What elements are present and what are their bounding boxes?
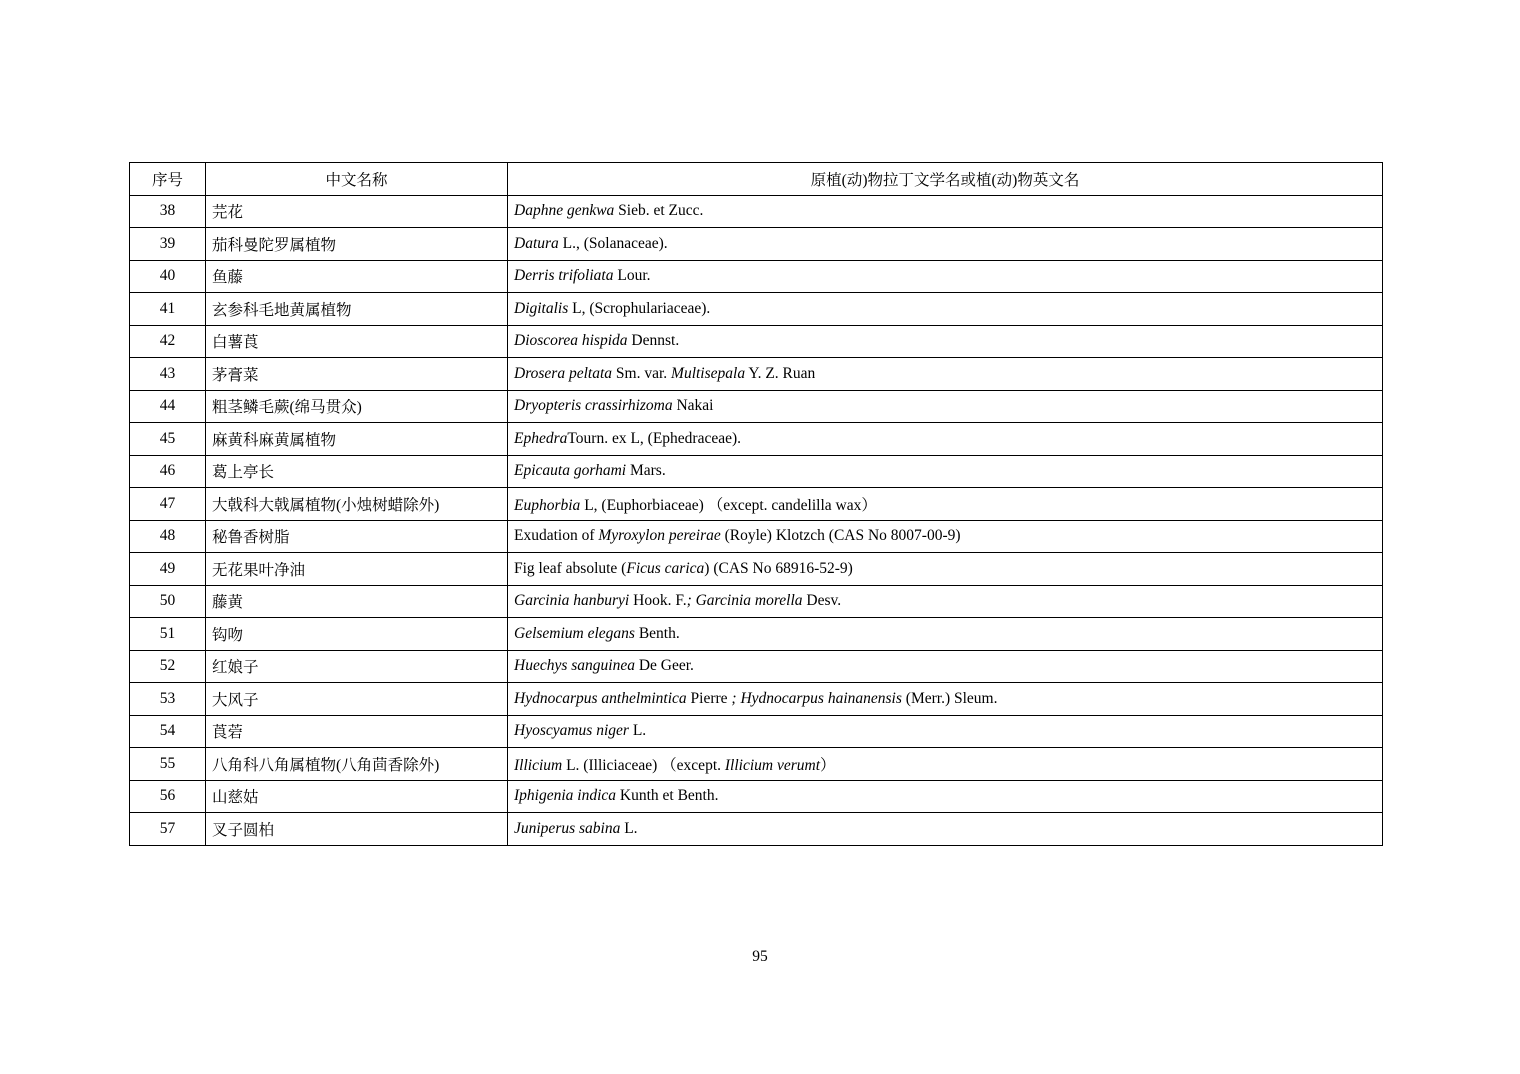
- latin-name-text: Hook. F.: [629, 592, 687, 610]
- chinese-name-cell: 茄科曼陀罗属植物: [206, 228, 508, 261]
- latin-name-cell: [508, 618, 1383, 651]
- latin-name-text: Exudation of: [514, 527, 599, 545]
- latin-name-text: L.: [628, 722, 647, 740]
- table-row: [130, 358, 1383, 391]
- chinese-name-cell: 大风子: [206, 683, 508, 716]
- table-body: [130, 195, 1383, 845]
- serial-number-cell: 53: [130, 683, 206, 716]
- table-row: [130, 683, 1383, 716]
- latin-name-text: Mars.: [626, 462, 666, 480]
- latin-name-cell: [508, 423, 1383, 456]
- latin-name-text: Y. Z. Ruan: [745, 364, 816, 382]
- chinese-name-cell: 红娘子: [206, 650, 508, 683]
- latin-name-text: Desv.: [802, 592, 842, 610]
- serial-number-cell: 38: [130, 195, 206, 228]
- latin-name-italic: Digitalis: [514, 299, 569, 317]
- latin-name-cell: [508, 813, 1383, 846]
- latin-name-text: L, (Scrophulariaceae).: [568, 299, 711, 317]
- latin-name-cell: [508, 683, 1383, 716]
- serial-number-cell: 41: [130, 293, 206, 326]
- chinese-name-cell: 粗茎鳞毛蕨(绵马贯众): [206, 390, 508, 423]
- serial-number-cell: 47: [130, 488, 206, 521]
- chinese-name-cell: 无花果叶净油: [206, 553, 508, 586]
- header-latin-name: 原植(动)物拉丁文学名或植(动)物英文名: [508, 163, 1383, 196]
- latin-name-italic: Derris trifoliata: [514, 267, 614, 285]
- chinese-name-cell: 藤黄: [206, 585, 508, 618]
- chinese-name-cell: 白薯莨: [206, 325, 508, 358]
- header-chinese-name: 中文名称: [206, 163, 508, 196]
- page-number: 95: [752, 948, 768, 965]
- latin-name-text: ) (CAS No 68916-52-9): [704, 559, 853, 577]
- ingredient-table: [129, 162, 1383, 846]
- latin-name-cell: [508, 715, 1383, 748]
- serial-number-cell: 42: [130, 325, 206, 358]
- latin-name-text: L, (Euphorbiaceae) （except. candelilla wax）: [580, 496, 877, 514]
- table-row: [130, 260, 1383, 293]
- latin-name-cell: [508, 390, 1383, 423]
- chinese-name-cell: 玄参科毛地黄属植物: [206, 293, 508, 326]
- latin-name-italic: Euphorbia: [514, 496, 581, 514]
- table-row: [130, 748, 1383, 781]
- latin-name-text: Pierre: [686, 689, 732, 707]
- chinese-name-cell: 芫花: [206, 195, 508, 228]
- table-row: [130, 650, 1383, 683]
- chinese-name-cell: 八角科八角属植物(八角茴香除外): [206, 748, 508, 781]
- latin-name-italic: Drosera peltata: [514, 364, 613, 382]
- chinese-name-cell: 秘鲁香树脂: [206, 520, 508, 553]
- chinese-name-cell: 钩吻: [206, 618, 508, 651]
- latin-name-text: Fig leaf absolute (: [514, 559, 627, 577]
- chinese-name-cell: 鱼藤: [206, 260, 508, 293]
- table-row: [130, 585, 1383, 618]
- table-row: [130, 520, 1383, 553]
- chinese-name-cell: 麻黄科麻黄属植物: [206, 423, 508, 456]
- latin-name-cell: [508, 325, 1383, 358]
- chinese-name-cell: 叉子圆柏: [206, 813, 508, 846]
- latin-name-italic: Ephedra: [514, 429, 568, 447]
- serial-number-cell: 40: [130, 260, 206, 293]
- latin-name-italic: Multisepala: [671, 364, 746, 382]
- serial-number-cell: 55: [130, 748, 206, 781]
- table-header-row: [130, 163, 1383, 196]
- serial-number-cell: 56: [130, 780, 206, 813]
- latin-name-text: L., (Solanaceae).: [558, 234, 668, 252]
- latin-name-italic: Ficus carica: [626, 559, 705, 577]
- table-row: [130, 195, 1383, 228]
- latin-name-italic: Dioscorea hispida: [514, 332, 628, 350]
- latin-name-cell: [508, 358, 1383, 391]
- latin-name-cell: [508, 520, 1383, 553]
- latin-name-text: Benth.: [634, 624, 680, 642]
- latin-name-cell: [508, 228, 1383, 261]
- latin-name-text: Lour.: [613, 267, 651, 285]
- table-row: [130, 455, 1383, 488]
- serial-number-cell: 48: [130, 520, 206, 553]
- latin-name-cell: [508, 260, 1383, 293]
- latin-name-italic: Myroxylon pereirae: [598, 527, 721, 545]
- serial-number-cell: 46: [130, 455, 206, 488]
- chinese-name-cell: 莨菪: [206, 715, 508, 748]
- latin-name-text: L.: [620, 819, 638, 837]
- chinese-name-cell: 葛上亭长: [206, 455, 508, 488]
- latin-name-italic: Hyoscyamus niger: [514, 722, 629, 740]
- latin-name-italic: Dryopteris crassirhizoma: [514, 397, 673, 415]
- latin-name-text: Dennst.: [627, 332, 680, 350]
- latin-name-italic: Illicium verumt: [724, 756, 821, 774]
- chinese-name-cell: 大戟科大戟属植物(小烛树蜡除外): [206, 488, 508, 521]
- chinese-name-cell: 山慈姑: [206, 780, 508, 813]
- latin-name-text: De Geer.: [634, 657, 694, 675]
- serial-number-cell: 52: [130, 650, 206, 683]
- latin-name-cell: [508, 488, 1383, 521]
- table-row: [130, 293, 1383, 326]
- table-row: [130, 228, 1383, 261]
- latin-name-italic: Hydnocarpus anthelmintica: [514, 689, 687, 707]
- latin-name-cell: [508, 455, 1383, 488]
- serial-number-cell: 43: [130, 358, 206, 391]
- latin-name-italic: Datura: [514, 234, 559, 252]
- serial-number-cell: 54: [130, 715, 206, 748]
- latin-name-text: Sm. var.: [612, 364, 672, 382]
- table-row: [130, 325, 1383, 358]
- latin-name-text: Sieb. et Zucc.: [614, 202, 704, 220]
- table-row: [130, 618, 1383, 651]
- serial-number-cell: 50: [130, 585, 206, 618]
- table-row: [130, 715, 1383, 748]
- serial-number-cell: 45: [130, 423, 206, 456]
- chinese-name-cell: 茅膏菜: [206, 358, 508, 391]
- table-row: [130, 423, 1383, 456]
- table-row: [130, 813, 1383, 846]
- latin-name-italic: Gelsemium elegans: [514, 624, 635, 642]
- table-row: [130, 780, 1383, 813]
- latin-name-cell: [508, 553, 1383, 586]
- latin-name-cell: [508, 748, 1383, 781]
- latin-name-cell: [508, 650, 1383, 683]
- latin-name-cell: [508, 585, 1383, 618]
- latin-name-text: Tourn. ex L, (Ephedraceae).: [567, 429, 742, 447]
- latin-name-text: ）: [820, 756, 836, 774]
- latin-name-text: Kunth et Benth.: [616, 787, 719, 805]
- latin-name-italic: Epicauta gorhami: [514, 462, 627, 480]
- latin-name-cell: [508, 780, 1383, 813]
- serial-number-cell: 57: [130, 813, 206, 846]
- latin-name-italic: Iphigenia indica: [514, 787, 617, 805]
- latin-name-text: (Merr.) Sleum.: [901, 689, 998, 707]
- latin-name-italic: Daphne genkwa: [514, 202, 615, 220]
- latin-name-cell: [508, 195, 1383, 228]
- serial-number-cell: 51: [130, 618, 206, 651]
- serial-number-cell: 49: [130, 553, 206, 586]
- table-row: [130, 390, 1383, 423]
- serial-number-cell: 44: [130, 390, 206, 423]
- latin-name-text: L. (Illiciaceae) （except.: [562, 756, 725, 774]
- latin-name-italic: Illicium: [514, 756, 563, 774]
- latin-name-italic: Huechys sanguinea: [514, 657, 635, 675]
- latin-name-text: Nakai: [672, 397, 714, 415]
- latin-name-text: (Royle) Klotzch (CAS No 8007-00-9): [720, 527, 961, 545]
- header-serial-number: 序号: [130, 163, 206, 196]
- serial-number-cell: 39: [130, 228, 206, 261]
- latin-name-italic: Garcinia hanburyi: [514, 592, 630, 610]
- table-row: [130, 553, 1383, 586]
- latin-name-cell: [508, 293, 1383, 326]
- table-row: [130, 488, 1383, 521]
- latin-name-italic: Juniperus sabina: [514, 819, 621, 837]
- latin-name-italic: ; Garcinia morella: [686, 592, 803, 610]
- latin-name-italic: ; Hydnocarpus hainanensis: [731, 689, 902, 707]
